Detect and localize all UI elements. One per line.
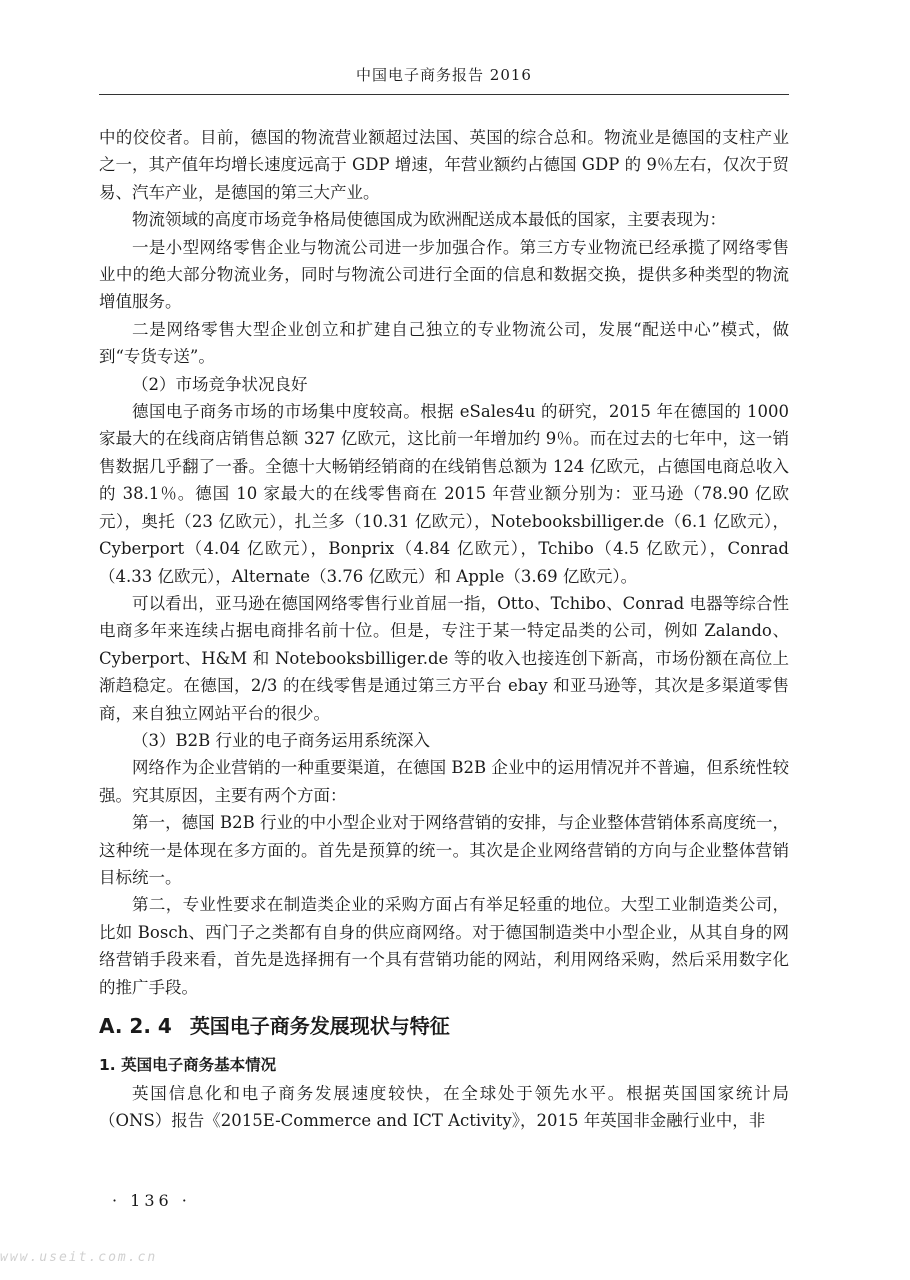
- paragraph: 第二，专业性要求在制造类企业的采购方面占有举足轻重的地位。大型工业制造类公司，比如 Bosch、西门子之类都有自身的供应商网络。对于德国制造类中小型企业，从其自身的网络营销手段来看，首先是选择拥有一个具有营销功能的网站，利用网络采购，然后采用数字化的推广手段。: [99, 895, 789, 997]
- paragraph: 德国电子商务市场的市场集中度较高。根据 eSales4u 的研究，2015 年在德国的 1000 家最大的在线商店销售总额 327 亿欧元，这比前一年增加约 9％。而在过去的七年中，这一销售数据几乎翻了一番。全德十大畅销经销商的在线销售总额为 124 亿欧元，占德国电商总收入的 38.1％。德国 10 家最大的在线零售商在 2015 年营业额分别为：亚马逊（78.90 亿欧元），奥托（23 亿欧元），扎兰多（10.31 亿欧元），Notebooksbilliger.de（6.1 亿欧元），Cyberport（4.04 亿欧元），Bonprix（4.84 亿欧元），Tchibo（4.5 亿欧元），Conrad（4.33 亿欧元），Alternate（3.76 亿欧元）和 Apple（3.69 亿欧元）。: [99, 402, 789, 586]
- paragraph: 二是网络零售大型企业创立和扩建自己独立的专业物流公司，发展“配送中心”模式，做到“专货专送”。: [99, 319, 789, 367]
- watermark: www.useit.com.cn: [0, 1250, 158, 1265]
- paragraph: 网络作为企业营销的一种重要渠道，在德国 B2B 企业中的运用情况并不普遍，但系统性较强。究其原因，主要有两个方面：: [99, 758, 789, 805]
- page-body: [99, 124, 789, 1135]
- subsection-heading: 1. 英国电子商务基本情况: [99, 1056, 277, 1074]
- section-heading: [99, 1009, 789, 1043]
- paragraph: 一是小型网络零售企业与物流公司进一步加强合作。第三方专业物流已经承揽了网络零售业中的绝大部分物流业务，同时与物流公司进行全面的信息和数据交换，提供多种类型的物流增值服务。: [99, 237, 789, 312]
- section-number: A. 2. 4: [99, 1014, 172, 1038]
- paragraph: 中的佼佼者。目前，德国的物流营业额超过法国、英国的综合总和。物流业是德国的支柱产业之一，其产值年均增长速度远高于 GDP 增速，年营业额约占德国 GDP 的 9％左右，仅次于贸易、汽车产业，是德国的第三大产业。: [99, 128, 789, 202]
- sub-heading: （2）市场竞争状况良好: [132, 374, 308, 394]
- running-header: 中国电子商务报告 2016: [356, 66, 532, 84]
- paragraph: 物流领域的高度市场竞争格局使德国成为欧洲配送成本最低的国家，主要表现为：: [132, 210, 726, 230]
- sub-heading: （3）B2B 行业的电子商务运用系统深入: [132, 730, 430, 750]
- paragraph: 英国信息化和电子商务发展速度较快，在全球处于领先水平。根据英国国家统计局（ONS）报告《2015E-Commerce and ICT Activity》，2015 年英国非金融行业中，非: [99, 1084, 789, 1131]
- paragraph: 可以看出，亚马逊在德国网络零售行业首屈一指，Otto、Tchibo、Conrad 电器等综合性电商多年来连续占据电商排名前十位。但是，专注于某一特定品类的公司，例如 Zalando、Cyberport、H&M 和 Notebooksbilliger.de 等的收入也接连创下新高，市场份额在高位上渐趋稳定。在德国，2/3 的在线零售是通过第三方平台 ebay 和亚马逊等，其次是多渠道零售商，来自独立网站平台的很少。: [99, 593, 789, 723]
- section-title: 英国电子商务发展现状与特征: [189, 1014, 450, 1038]
- page-number: · 136 ·: [112, 1191, 191, 1210]
- paragraph: 第一，德国 B2B 行业的中小型企业对于网络营销的安排，与企业整体营销体系高度统一，这种统一是体现在多方面的。首先是预算的统一。其次是企业网络营销的方向与企业整体营销目标统一。: [99, 813, 789, 887]
- header-rule: [99, 94, 789, 95]
